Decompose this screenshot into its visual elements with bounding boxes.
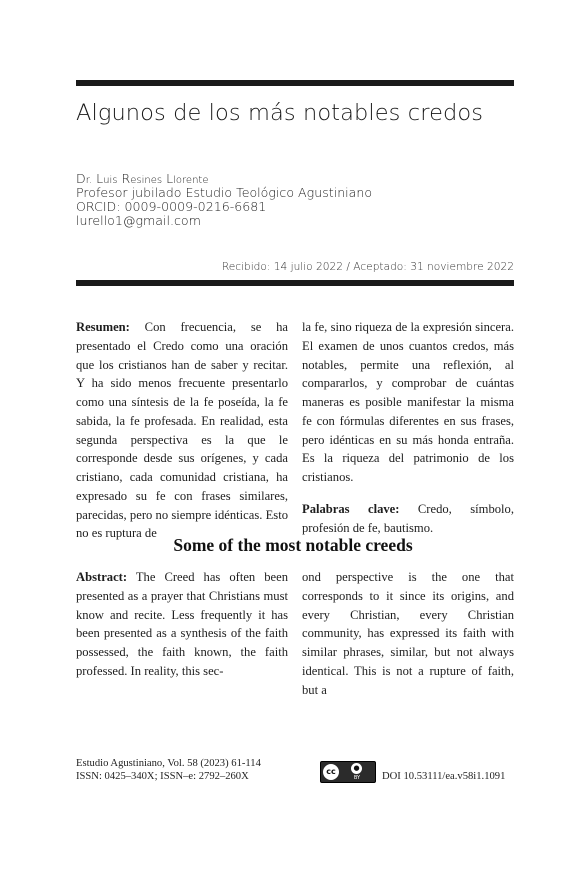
abstract-label: Abstract: — [76, 570, 128, 584]
resumen-column-2 — [302, 318, 514, 537]
abstract-paragraph-1 — [76, 568, 288, 681]
footer-journal-info — [76, 757, 261, 783]
footer-journal: Estudio Agustiniano, Vol. 58 (2023) 61-114 — [76, 758, 261, 769]
resumen-paragraph-2: la fe, sino riqueza de la expresión sincera. El examen de unos cuantos credos, más notables, permite una reflexión, al compararlos, y comprobar de cuántas maneras es posible manifestar la misma fe con fórmulas diferentes en sus frases, pero idénticas en su más honda entraña. Es la riqueza del patrimonio de los cristianos. — [302, 320, 514, 484]
author-surname1-initial: R — [121, 171, 131, 186]
author-first-initial: L — [96, 171, 104, 186]
abstract-text-1: The Creed has often been presented as a prayer that Christians must know and recite. Less frequently it has been presented as a synthesis of the faith possessed, the faith known, the faith professed. In reality, this sec- — [76, 570, 288, 678]
author-surname2-initial: L — [166, 171, 174, 186]
keywords-label: Palabras clave: — [302, 501, 400, 516]
author-first-rest: uis — [103, 175, 118, 186]
author-surname1-rest: esines — [130, 175, 163, 186]
author-position: Profesor jubilado Estudio Teológico Agustiniano — [76, 185, 373, 200]
author-orcid: ORCID: 0009-0009-0216-6681 — [76, 199, 267, 214]
english-title: Some of the most notable creeds — [173, 535, 413, 555]
footer-issn: ISSN: 0425–340X; ISSN–e: 2792–260X — [76, 771, 249, 782]
author-prefix-rest: r. — [85, 175, 93, 186]
resumen-paragraph-1 — [76, 318, 288, 543]
author-prefix-initial: D — [76, 171, 86, 186]
resumen-label: Resumen: — [76, 320, 130, 334]
author-email[interactable]: lurello1@gmail.com — [76, 213, 201, 228]
abstract-column-2 — [302, 568, 514, 699]
person-icon: ● — [351, 763, 362, 774]
header-bottom-rule — [76, 280, 514, 286]
resumen-column-1 — [76, 318, 288, 543]
resumen-text-1: Con frecuencia, se ha presentado el Credo como una oración que los cristianos han de saber y recitar. Y ha sido menos frecuente presentarlo como una síntesis de la fe poseída, la fe sabida, la fe profesada. En realidad, esta segunda perspectiva es la que le corresponde desde sus orígenes, y cada cristiano, cada comunidad cristiana, ha expresado su fe con frases similares, parecidas, pero no siempre idénticas. Esto no es ruptura de — [76, 320, 288, 541]
cc-by-license-badge[interactable] — [320, 761, 376, 783]
received-accepted-dates: Recibido: 14 julio 2022 / Aceptado: 31 noviembre 2022 — [221, 261, 514, 273]
author-surname2-rest: lorente — [173, 175, 209, 186]
abstract-paragraph-2: ond perspective is the one that corresponds to it since its origins, and every Christian, every Christian community, has expressed its faith with similar phrases, similar, but not always identical. This is not a rupture of faith, but a — [302, 570, 514, 697]
keywords-paragraph — [302, 500, 514, 538]
doi-link[interactable]: DOI 10.53111/ea.v58i1.1091 — [382, 771, 506, 782]
article-title: Algunos de los más notables credos — [76, 100, 484, 126]
abstract-column-1 — [76, 568, 288, 681]
by-label: BY — [353, 775, 361, 781]
top-rule — [76, 80, 514, 86]
cc-icon: cc — [323, 764, 339, 780]
keywords-text: Credo, símbolo, profesión de fe, bautismo. — [302, 501, 514, 535]
